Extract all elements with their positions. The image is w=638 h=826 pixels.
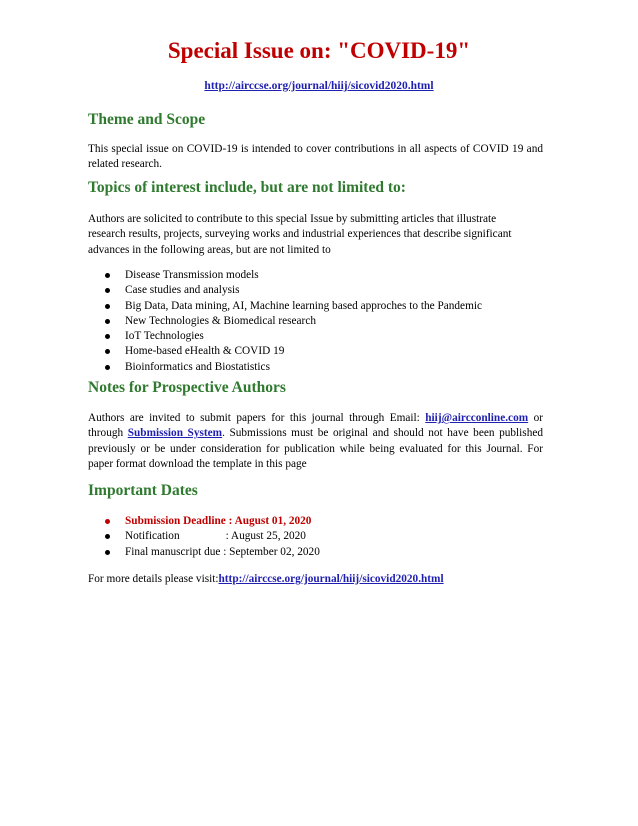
- list-item: [88, 360, 482, 375]
- list-item: [88, 268, 482, 283]
- topics-intro-line-3: advances in the following areas, but are not limited to: [88, 243, 331, 256]
- topics-list: [88, 268, 482, 375]
- topics-heading: Topics of interest include, but are not limited to:: [88, 179, 406, 196]
- notes-heading: Notes for Prospective Authors: [88, 379, 286, 396]
- topic-label: Big Data, Data mining, AI, Machine learning based approches to the Pandemic: [125, 299, 483, 312]
- email-link[interactable]: hiij@aircconline.com: [425, 412, 529, 424]
- bullet-icon: [105, 349, 110, 354]
- list-item: [88, 344, 482, 359]
- list-item: [88, 545, 320, 560]
- bullet-icon: [105, 550, 110, 555]
- topics-intro-line-2: research results, projects, surveying works and industrial experiences that describe significant: [88, 228, 512, 241]
- bullet-icon: [105, 304, 110, 309]
- theme-heading: Theme and Scope: [88, 111, 206, 128]
- topic-label: IoT Technologies: [125, 330, 204, 343]
- dates-list: [88, 514, 320, 560]
- topics-intro: [88, 212, 543, 258]
- bullet-icon: [105, 365, 110, 370]
- date-value: August 01, 2020: [234, 515, 312, 527]
- date-label: Notification: [125, 530, 180, 543]
- bullet-icon: [105, 519, 110, 524]
- bullet-icon: [105, 334, 110, 339]
- topic-label: Home-based eHealth & COVID 19: [125, 345, 285, 358]
- theme-text: This special issue on COVID-19 is intended to cover contributions in all aspects of COVID 19 and related research.: [88, 143, 543, 171]
- bullet-icon: [105, 319, 110, 324]
- list-item: [88, 329, 482, 344]
- footer-label: For more details please visit:: [88, 573, 219, 585]
- special-issue-link[interactable]: http://airccse.org/journal/hiij/sicovid2020.html: [204, 80, 434, 92]
- footer-text: [88, 572, 543, 587]
- submission-system-link[interactable]: Submission System: [127, 427, 223, 440]
- topic-label: Bioinformatics and Biostatistics: [125, 360, 270, 373]
- date-value: : August 25, 2020: [225, 530, 306, 543]
- list-item: [88, 299, 482, 314]
- notes-text-part-1: Authors are invited to submit papers for this journal through Email:: [88, 412, 426, 424]
- notes-text: [88, 411, 543, 472]
- list-item: [88, 283, 482, 298]
- date-label: Final manuscript due :: [125, 545, 230, 558]
- list-item: [88, 529, 320, 544]
- dates-heading: Important Dates: [88, 482, 198, 499]
- bullet-icon: [105, 273, 110, 278]
- topic-label: Case studies and analysis: [125, 284, 240, 297]
- list-item: [88, 314, 482, 329]
- topic-label: New Technologies & Biomedical research: [125, 314, 316, 327]
- list-item: [88, 514, 320, 529]
- footer-link[interactable]: http://airccse.org/journal/hiij/sicovid2020.html: [218, 573, 444, 585]
- page-title: Special Issue on: "COVID-19": [167, 38, 471, 63]
- notes-text-part-3: . Submissions must be original and should not have been published previously or be under consideration for publication while being evaluated for this Journal. For paper format download the template in this page: [88, 427, 543, 470]
- notes-text-part-2: or through: [88, 412, 543, 440]
- date-label: Submission Deadline :: [125, 515, 235, 527]
- bullet-icon: [105, 288, 110, 293]
- date-value: September 02, 2020: [229, 545, 320, 558]
- topics-intro-line-1: Authors are solicited to contribute to this special Issue by submitting articles that illustrate: [88, 213, 497, 225]
- bullet-icon: [105, 534, 110, 539]
- topic-label: Disease Transmission models: [125, 269, 259, 281]
